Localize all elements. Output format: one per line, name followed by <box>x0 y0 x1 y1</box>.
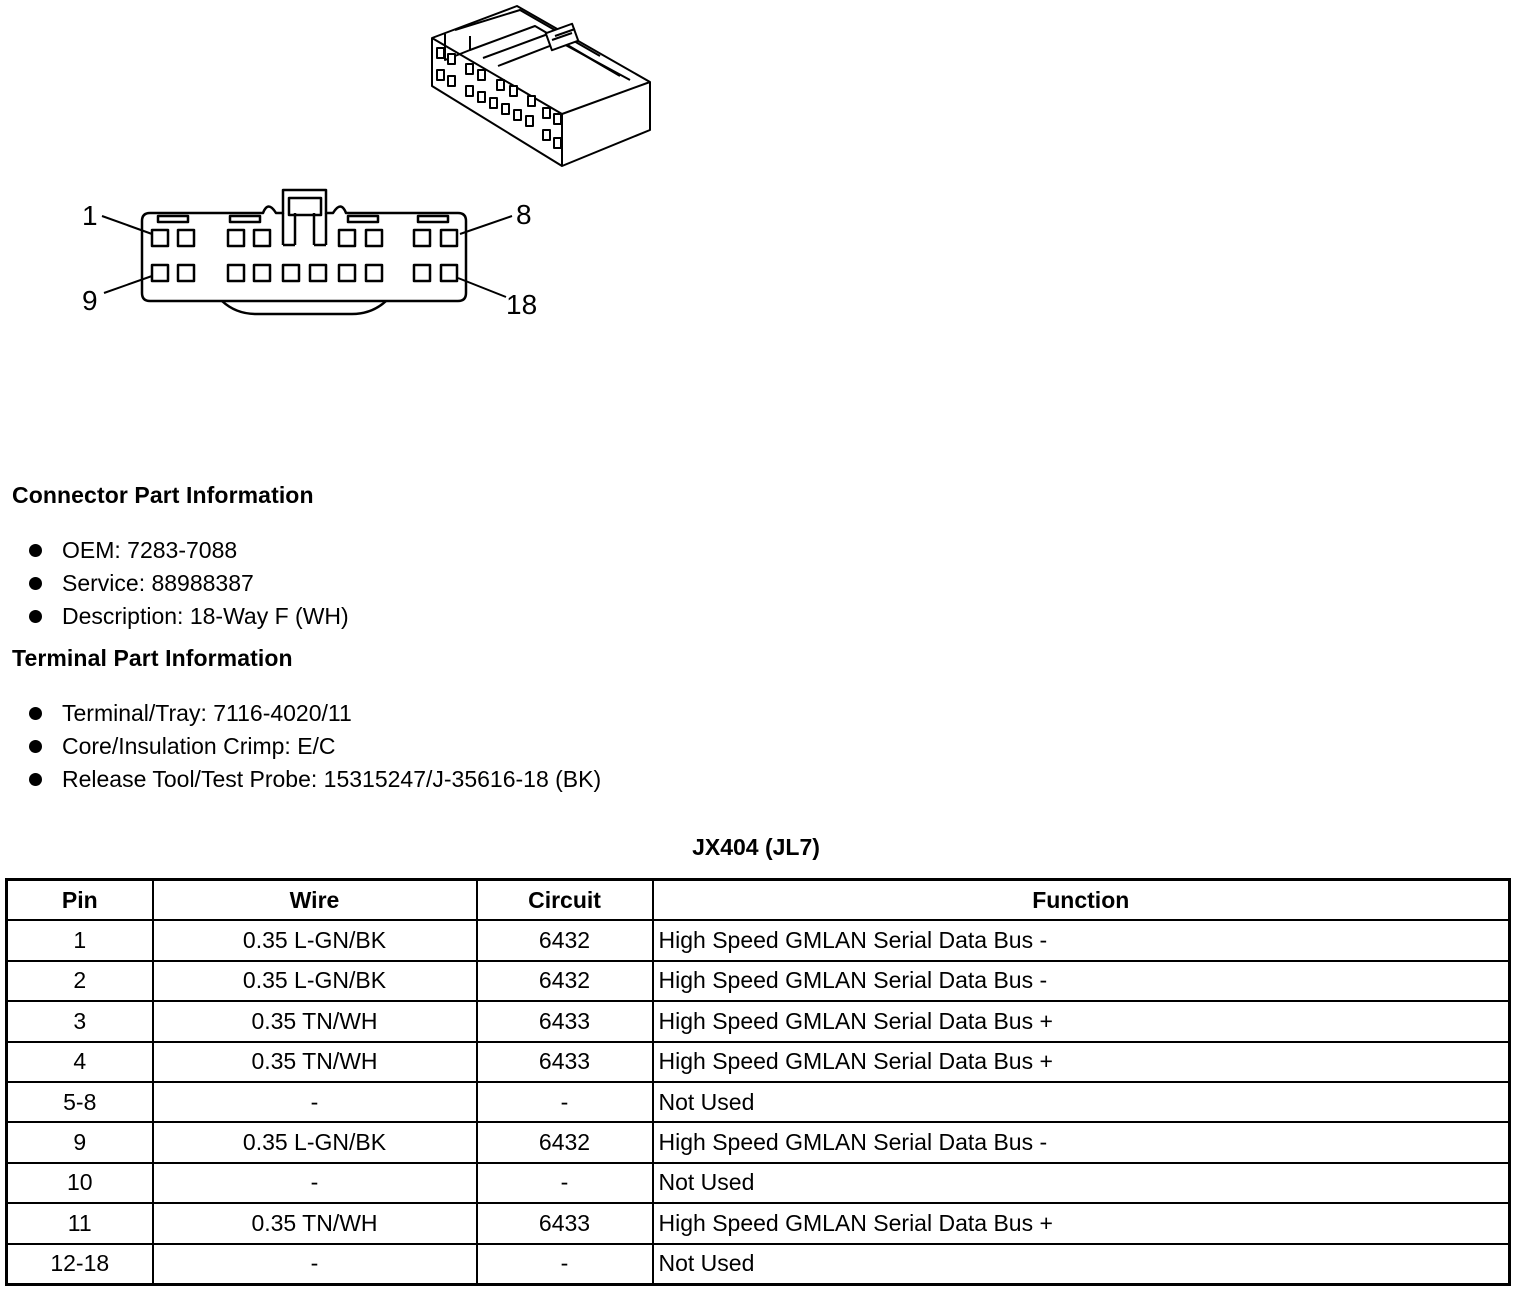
pin-label-18: 18 <box>506 289 538 320</box>
bullet-icon <box>29 740 42 753</box>
bullet-icon <box>29 577 42 590</box>
cell-wire: 0.35 L-GN/BK <box>153 920 477 960</box>
cell-pin: 12-18 <box>7 1244 153 1285</box>
connector-part-information-heading: Connector Part Information <box>12 482 314 508</box>
cell-wire: - <box>153 1244 477 1285</box>
list-item <box>28 763 601 796</box>
cell-circuit: 6432 <box>477 961 653 1001</box>
list-item-text: OEM: 7283-7088 <box>62 537 238 563</box>
cell-wire: 0.35 L-GN/BK <box>153 961 477 1001</box>
column-header-function: Function <box>653 880 1510 921</box>
cell-circuit: 6432 <box>477 920 653 960</box>
cell-function: High Speed GMLAN Serial Data Bus + <box>653 1203 1510 1243</box>
cell-pin: 10 <box>7 1163 153 1203</box>
cell-wire: - <box>153 1163 477 1203</box>
bullet-icon <box>29 544 42 557</box>
table-row <box>7 920 1510 960</box>
column-header-wire: Wire <box>153 880 477 921</box>
cell-wire: 0.35 TN/WH <box>153 1042 477 1082</box>
table-row <box>7 1082 1510 1122</box>
pin-table-title: JX404 (JL7) <box>692 834 820 860</box>
cell-pin: 9 <box>7 1122 153 1162</box>
cell-pin: 2 <box>7 961 153 1001</box>
bullet-icon <box>29 773 42 786</box>
connector-face-view <box>102 190 512 314</box>
cell-function: High Speed GMLAN Serial Data Bus - <box>653 1122 1510 1162</box>
column-header-pin: Pin <box>7 880 153 921</box>
connector-part-information-list <box>28 534 349 633</box>
list-item-text: Release Tool/Test Probe: 15315247/J-35616-18 (BK) <box>62 766 602 792</box>
table-row <box>7 1122 1510 1162</box>
cell-function: High Speed GMLAN Serial Data Bus - <box>653 961 1510 1001</box>
cell-circuit: 6433 <box>477 1203 653 1243</box>
cell-circuit: 6432 <box>477 1122 653 1162</box>
connector-diagram <box>0 0 700 340</box>
list-item <box>28 534 349 567</box>
cell-function: Not Used <box>653 1082 1510 1122</box>
terminal-part-information-heading: Terminal Part Information <box>12 645 293 671</box>
pin-label-8: 8 <box>516 199 532 230</box>
list-item <box>28 567 349 600</box>
cell-pin: 11 <box>7 1203 153 1243</box>
cell-circuit: 6433 <box>477 1001 653 1041</box>
list-item <box>28 730 601 763</box>
pin-label-1: 1 <box>82 200 98 231</box>
cell-pin: 3 <box>7 1001 153 1041</box>
cell-pin: 1 <box>7 920 153 960</box>
cell-wire: 0.35 L-GN/BK <box>153 1122 477 1162</box>
table-row <box>7 1244 1510 1285</box>
list-item-text: Description: 18-Way F (WH) <box>62 603 349 629</box>
cell-function: High Speed GMLAN Serial Data Bus + <box>653 1042 1510 1082</box>
cell-circuit: - <box>477 1244 653 1285</box>
cell-pin: 4 <box>7 1042 153 1082</box>
cell-function: Not Used <box>653 1163 1510 1203</box>
table-row <box>7 961 1510 1001</box>
list-item-text: Service: 88988387 <box>62 570 254 596</box>
cell-pin: 5-8 <box>7 1082 153 1122</box>
list-item <box>28 697 601 730</box>
list-item-text: Terminal/Tray: 7116-4020/11 <box>62 700 352 726</box>
pin-table <box>5 878 1511 1286</box>
table-row <box>7 1001 1510 1041</box>
cell-circuit: - <box>477 1082 653 1122</box>
list-item-text: Core/Insulation Crimp: E/C <box>62 733 336 759</box>
pin-label-9: 9 <box>82 285 98 316</box>
column-header-circuit: Circuit <box>477 880 653 921</box>
cell-circuit: 6433 <box>477 1042 653 1082</box>
terminal-part-information-list <box>28 697 601 796</box>
cell-function: High Speed GMLAN Serial Data Bus + <box>653 1001 1510 1041</box>
cell-circuit: - <box>477 1163 653 1203</box>
table-header-row <box>7 880 1510 921</box>
table-row <box>7 1163 1510 1203</box>
cell-function: High Speed GMLAN Serial Data Bus - <box>653 920 1510 960</box>
table-row <box>7 1203 1510 1243</box>
cell-wire: 0.35 TN/WH <box>153 1001 477 1041</box>
cell-wire: - <box>153 1082 477 1122</box>
table-row <box>7 1042 1510 1082</box>
connector-isometric-illustration <box>432 6 650 166</box>
cell-function: Not Used <box>653 1244 1510 1285</box>
cell-wire: 0.35 TN/WH <box>153 1203 477 1243</box>
bullet-icon <box>29 707 42 720</box>
list-item <box>28 600 349 633</box>
bullet-icon <box>29 610 42 623</box>
